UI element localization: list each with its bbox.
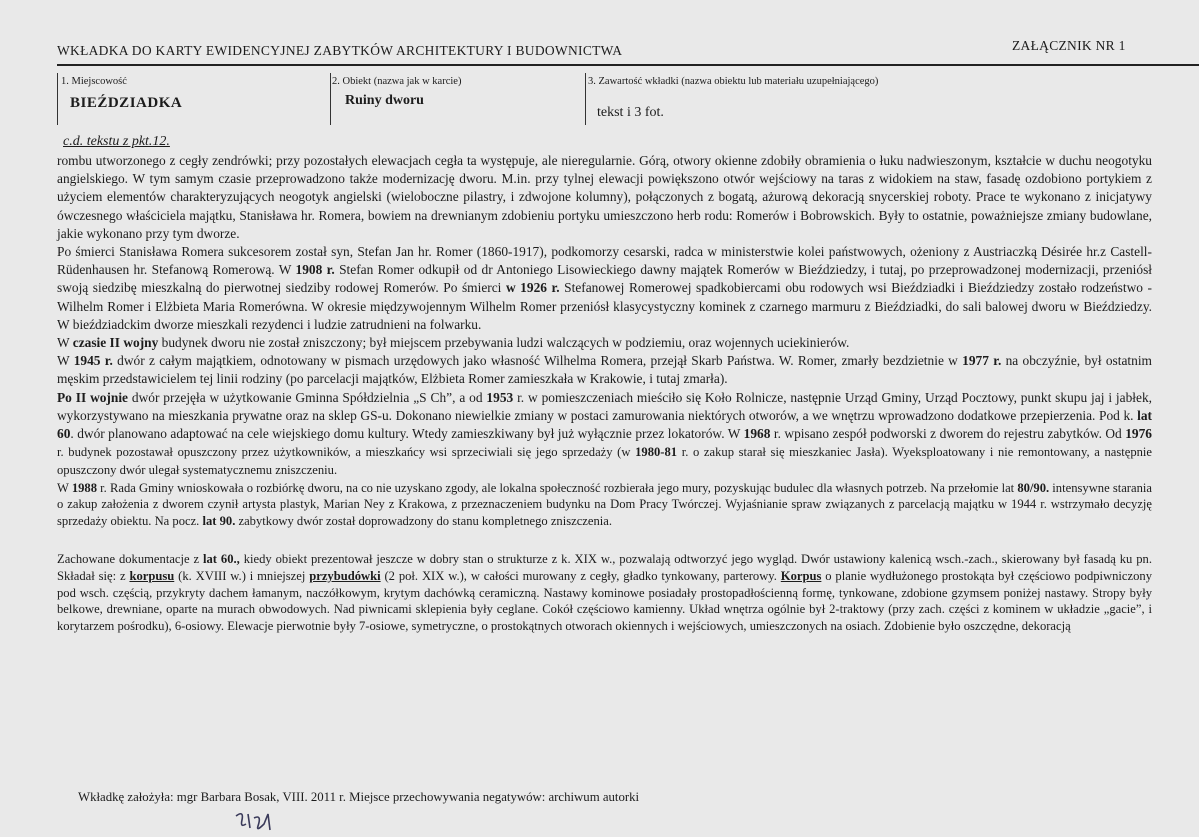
body-text (57, 152, 1152, 634)
field-contents-value: tekst i 3 fot. (597, 105, 664, 120)
paragraph: W 1945 r. dwór z całym majątkiem, odnotowany w pismach urzędowych jako własność Wilhelma Romera, przejął Skarb Państwa. W. Romer, zmarły bezdzietnie w 1977 r. na obczyźnie, był ostatnim męskim przedstawicielem tej linii rodziny (po parcelacji majątków, Elżbieta Romer zamieszkała w Krakowie, i tutaj zmarła). (57, 353, 1152, 387)
field-place (57, 73, 331, 125)
field-place-value: BIEŹDZIADKA (70, 95, 183, 111)
annex-label: ZAŁĄCZNIK NR 1 (1012, 38, 1126, 53)
field-contents-label: 3. Zawartość wkładki (nazwa obiektu lub materiału uzupełniającego) (588, 76, 879, 87)
field-contents (585, 73, 1199, 125)
handwritten-mark-icon (232, 808, 292, 836)
field-object-value: Ruiny dworu (345, 93, 424, 108)
paragraph: W czasie II wojny budynek dworu nie został zniszczony; był miejscem przebywania ludzi walczących w podziemiu, oraz wojennych uciekinierów. (57, 335, 850, 351)
paragraph: rombu utworzonego z cegły zendrówki; przy pozostałych elewacjach cegła ta występuje, ale nieregularnie. Górą, otwory okienne zdobiły obramienia o łuku nadwieszonym, kształcie w duchu neogotyku angielskiego. W tym samym czasie przeprowadzono także modernizację dworu. M.in. przy tylnej elewacji powiększono otwór wejściowy na taras z widokiem na staw, fasadę ozdobiono portykiem z użyciem elementów charakteryzujących neogotyk angielski (wieloboczne pilastry, i zdwojone kolumny), połączonych z bogatą, ażurową dekoracją snycerskiej roboty. Prace te wykonano z inicjatywy ówczesnego właściciela majątku, Stanisława hr. Romera, bowiem na drewnianym zdobieniu portyku umieszczono herb rodu: Romerów i Bobrowskich. Były to ostatnie, poważniejsze zmiany budowlane, jakie wykonano przy tym dworze. (57, 153, 1152, 241)
field-object-label: 2. Obiekt (nazwa jak w karcie) (332, 76, 462, 87)
field-object (329, 73, 586, 125)
header-rule (57, 64, 1199, 66)
page-title: WKŁADKA DO KARTY EWIDENCYJNEJ ZABYTKÓW ARCHITEKTURY I BUDOWNICTWA (57, 43, 623, 58)
paragraph: Po śmierci Stanisława Romera sukcesorem został syn, Stefan Jan hr. Romer (1860-1917), podkomorzy cesarski, radca w ministerstwie kolei państwowych, ożeniony z Austriaczką Désirée hr.z Castell-Rüdenhausen hr. Stefanową Romerową. W 1908 r. Stefan Romer odkupił od dr Antoniego Lisowieckiego dawny majątek Romerów w Bieździedzy, i tutaj, po przeprowadzonej modernizacji, przeniósł swoją siedzibę mieszkalną do pierwotnej siedziby rodowej Romerów. Po śmierci w 1926 r. Stefanowej Romerowej spadkobiercami obu rodowych wsi Bieździadki i Bieździedzy zostało rodzeństwo - Wilhelm Romer i Elżbieta Maria Romerówna. W okresie międzywojennym Wilhelm Romer przeniósł klasycystyczny kominek z czarnego marmuru z Bieździadki, do sali balowej dworu w Bieździedzy. W bieździadckim dworze mieszkali rezydenci i ludzie zatrudnieni na folwarku. (57, 244, 1152, 332)
paragraph: Zachowane dokumentacje z lat 60., kiedy obiekt prezentował jeszcze w dobry stan o strukturze z k. XIX w., pozwalają odtworzyć jego wygląd. Dwór ustawiony kalenicą wsch.-zach., skierowany był fasadą ku pn. Składał się: z korpusu (k. XVIII w.) i mniejszej przybudówki (2 poł. XIX w.), w całości murowany z cegły, gładko tynkowany, parterowy. Korpus o planie wydłużonego prostokąta był częściowo podpiwniczony pod wsch. częścią, przykryty dachem łamanym, naczółkowym, krytym dachówką ceramiczną. Nastawy kominowe posiadały prostopadłościenną formę, tynkowane, zdobione gzymsem poniżej nastawy. Stropy były belkowe, drewniane, oparte na murach obwodowych. Nad piwnicami sklepienia były ceglane. Cokół częściowo kamienny. Układ wnętrza ogólnie był 2-traktowy (przy zach. części z kominem w układzie „gacie”, i korytarzem pośrodku), 6-osiowy. Elewacje pierwotnie były 7-osiowe, symetryczne, o prostokątnych otworach okiennych i wejściowych, umieszczonych na osiach. Zdobienie było oszczędne, dekoracją (57, 552, 1152, 633)
paragraph: Po II wojnie dwór przejęła w użytkowanie Gminna Spółdzielnia „S Ch”, a od 1953 r. w pomieszczeniach mieściło się Koło Rolnicze, następnie Urząd Gminy, Urząd Pocztowy, punkt skupu jaj i jabłek, wykorzystywano na mieszkania prywatne oraz na sklep GS-u. Dokonano niewielkie zmiany w postaci zamurowania niektórych otworów, a we wnętrzu wprowadzono dodatkowe przepierzenia. Pod k. lat 60. dwór planowano adaptować na cele wiejskiego domu kultury. Wtedy zamieszkiwany był już wyłącznie przez lokatorów. W 1968 r. wpisano zespół podworski z dworem do rejestru zabytków. Od 1976 r. budynek pozostawał opuszczony przez użytkowników, a mieszkańcy wsi sprzeciwiali się jego sprzedaży (w 1980-81 r. o zakup starał się mieszkaniec Jasła). Wyeksploatowany i nie remontowany, a następnie opuszczony dwór ulegał systematycznemu zniszczeniu. (57, 389, 1153, 478)
footer-note: Wkładkę założyła: mgr Barbara Bosak, VIII. 2011 r. Miejsce przechowywania negatywów: archiwum autorki (78, 790, 640, 804)
field-place-label: 1. Miejscowość (61, 76, 127, 87)
paragraph: W 1988 r. Rada Gminy wnioskowała o rozbiórkę dworu, na co nie uzyskano zgody, ale lokalna społeczność rozbierała jego mury, pozyskując budulec dla własnych potrzeb. Na przełomie lat 80/90. intensywne starania o zakup założenia z dworem czynił artysta plastyk, Marian Ney z Krakowa, z przeznaczeniem budynku na Dom Pracy Twórczej. Wyjaśnianie spraw związanych z parcelacją majątku w 1944 r. wstrzymało decyzję sprzedaży obiektu. Na pocz. lat 90. zabytkowy dwór został doprowadzony do stanu kompletnego zniszczenia. (57, 480, 1152, 528)
continuation-note: c.d. tekstu z pkt.12. (63, 134, 170, 149)
paragraph-gap (57, 529, 1152, 551)
